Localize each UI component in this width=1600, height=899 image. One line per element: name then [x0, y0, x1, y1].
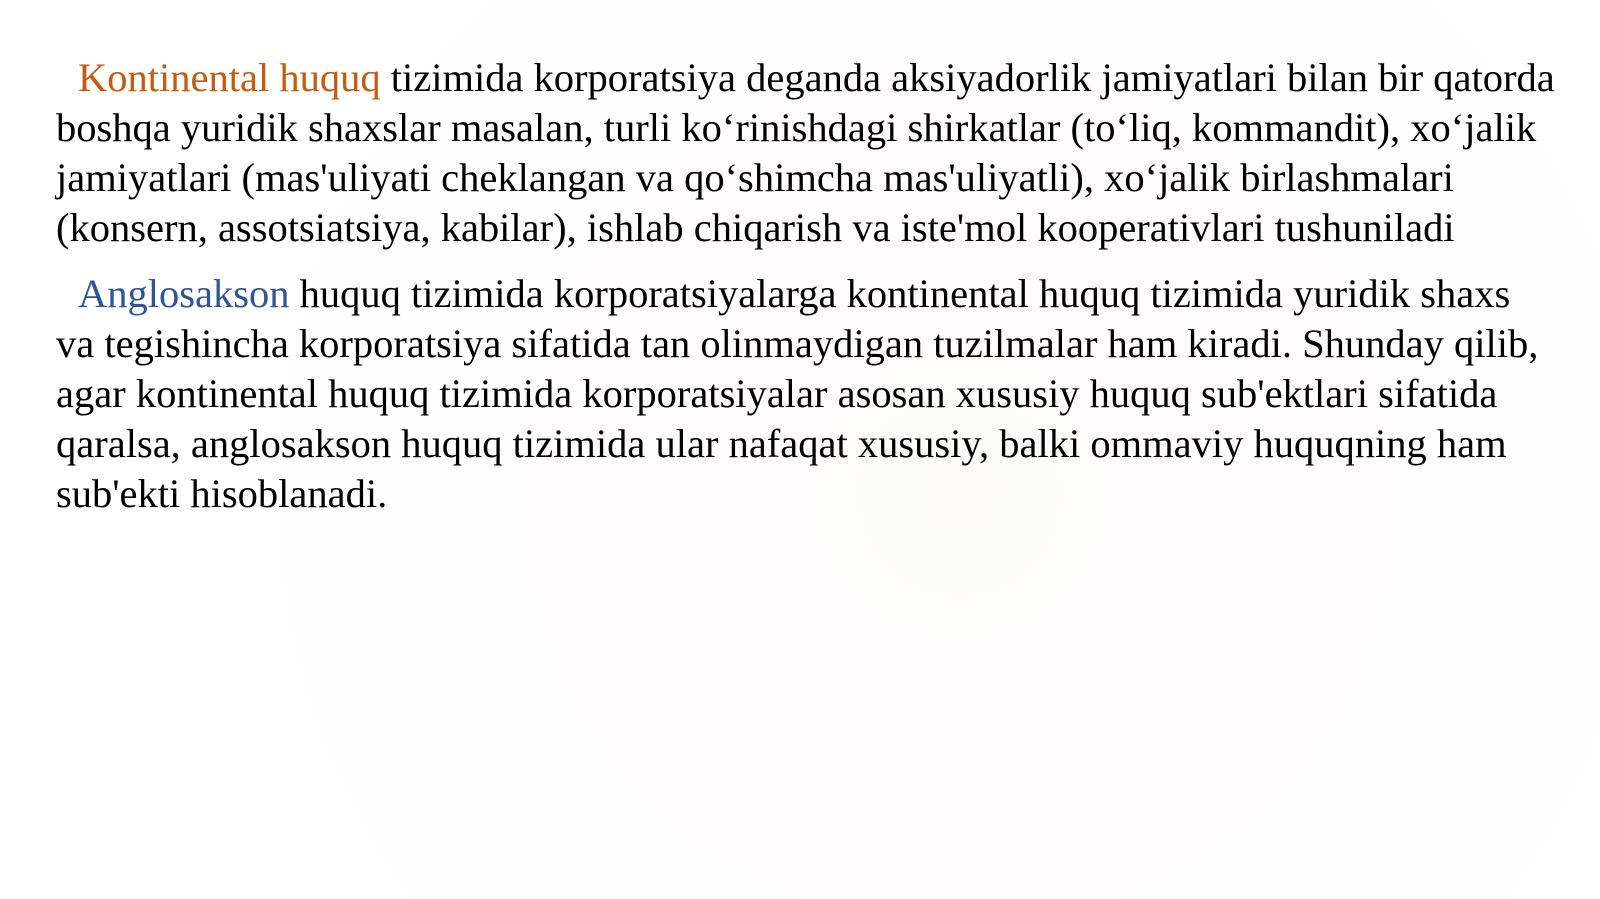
paragraph-continental-law — [56, 53, 1556, 253]
text-body — [56, 53, 1556, 519]
paragraph-text: tizimida korporatsiya deganda aksiyadorlik jamiyatlari bilan bir qatorda boshqa yuridik shaxslar masalan, turli ko‘rinishdagi shirkatlar (to‘liq, kommandit), xo‘jalik jamiyatlari (mas'uliyati cheklangan va qo‘shimcha mas'uliyatli), xo‘jalik birlashmalari (konsern, assotsiatsiya, kabilar), ishlab chiqarish va iste'mol kooperativlari tushuniladi — [56, 55, 1555, 250]
paragraph-anglo-saxon-law — [56, 269, 1556, 519]
highlight-continental-law: Kontinental huquq — [78, 55, 381, 100]
highlight-anglo-saxon: Anglosakson — [78, 271, 290, 316]
paragraph-text: huquq tizimida korporatsiyalarga kontinental huquq tizimida yuridik shaxs va tegishincha korporatsiya sifatida tan olinmaydigan tuzilmalar ham kiradi. Shunday qilib, agar kontinental huquq tizimida korporatsiyalar asosan xususiy huquq sub'ektlari sifatida qaralsa, anglosakson huquq tizimida ular nafaqat xususiy, balki ommaviy huquqning ham sub'ekti hisoblanadi. — [56, 271, 1539, 516]
